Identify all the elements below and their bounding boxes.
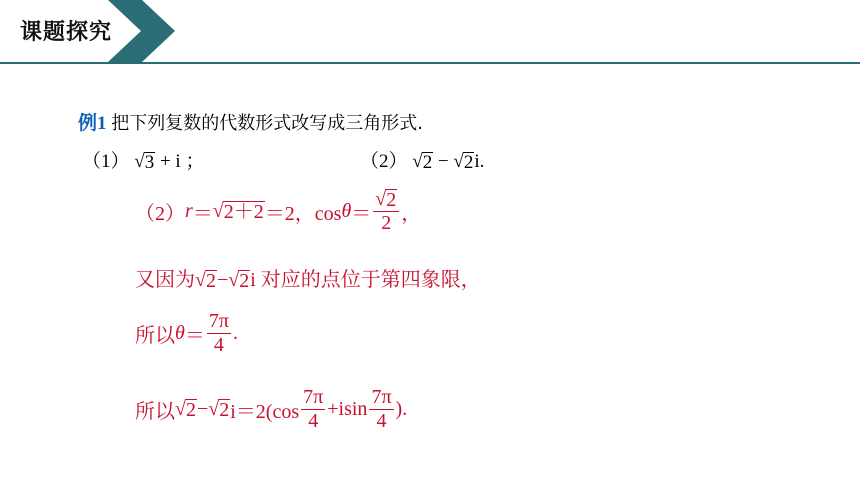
sqrt-expression: √ 3: [134, 151, 155, 173]
sqrt-expression: √ 2＋2: [212, 199, 264, 223]
solution-line-1: [135, 188, 421, 235]
example-statement: [78, 108, 423, 135]
equals-cos: ＝2，cos: [264, 203, 342, 225]
fraction: $\frac{7\pi}{4}$: [208, 310, 229, 356]
line3-prefix: 所以: [135, 325, 175, 347]
sqrt-expression: √ 2: [208, 397, 230, 421]
equals-sign: ＝: [351, 203, 372, 225]
solution-line-2: [135, 263, 481, 292]
section-title: 课题探究: [20, 19, 113, 44]
part2-label: （2）: [360, 151, 408, 172]
part1-label: （1）: [82, 151, 130, 172]
var-theta: θ: [341, 200, 352, 222]
minus-sign: −: [437, 151, 449, 172]
example-label: 例1: [78, 113, 107, 134]
line2-text: i 对应的点位于第四象限，: [250, 269, 481, 291]
equals-cos: i＝2(cos: [230, 401, 300, 423]
sqrt-expression: √ 2: [453, 151, 474, 173]
part2-tail: i.: [474, 151, 485, 172]
fraction: $\frac{7\pi}{4}$: [303, 386, 324, 432]
solution-label: （2）: [135, 203, 185, 225]
minus-sign: −: [196, 398, 209, 420]
fraction: $\frac{7\pi}{4}$: [371, 386, 392, 432]
example-part2: [360, 146, 484, 173]
solution-line-4: [135, 386, 407, 433]
var-r: r: [185, 200, 193, 222]
sqrt-expression: √ 2: [175, 397, 196, 421]
equals-sign: ＝: [184, 325, 205, 347]
period: .: [232, 322, 238, 344]
line2-prefix: 又因为: [135, 269, 195, 291]
solution-line-3: [135, 310, 238, 357]
example-text: 把下列复数的代数形式改写成三角形式.: [111, 113, 423, 134]
fraction: √ 2 2: [373, 188, 399, 235]
isin-text: +isin: [327, 398, 368, 420]
equals-sign: ＝: [192, 203, 213, 225]
comma: ，: [401, 203, 422, 225]
header-decoration: [0, 0, 860, 66]
sqrt-expression: √ 2: [195, 269, 216, 292]
sqrt-expression: √ 2: [412, 151, 433, 173]
example-part1: [82, 146, 204, 173]
part1-rest: + i ；: [159, 151, 205, 172]
line4-prefix: 所以: [135, 401, 175, 423]
header-bar: [0, 0, 860, 66]
minus-sign: −: [216, 269, 229, 291]
sqrt-expression: √ 2: [228, 269, 250, 292]
var-theta: θ: [175, 322, 185, 344]
closing-paren: ).: [395, 398, 408, 420]
